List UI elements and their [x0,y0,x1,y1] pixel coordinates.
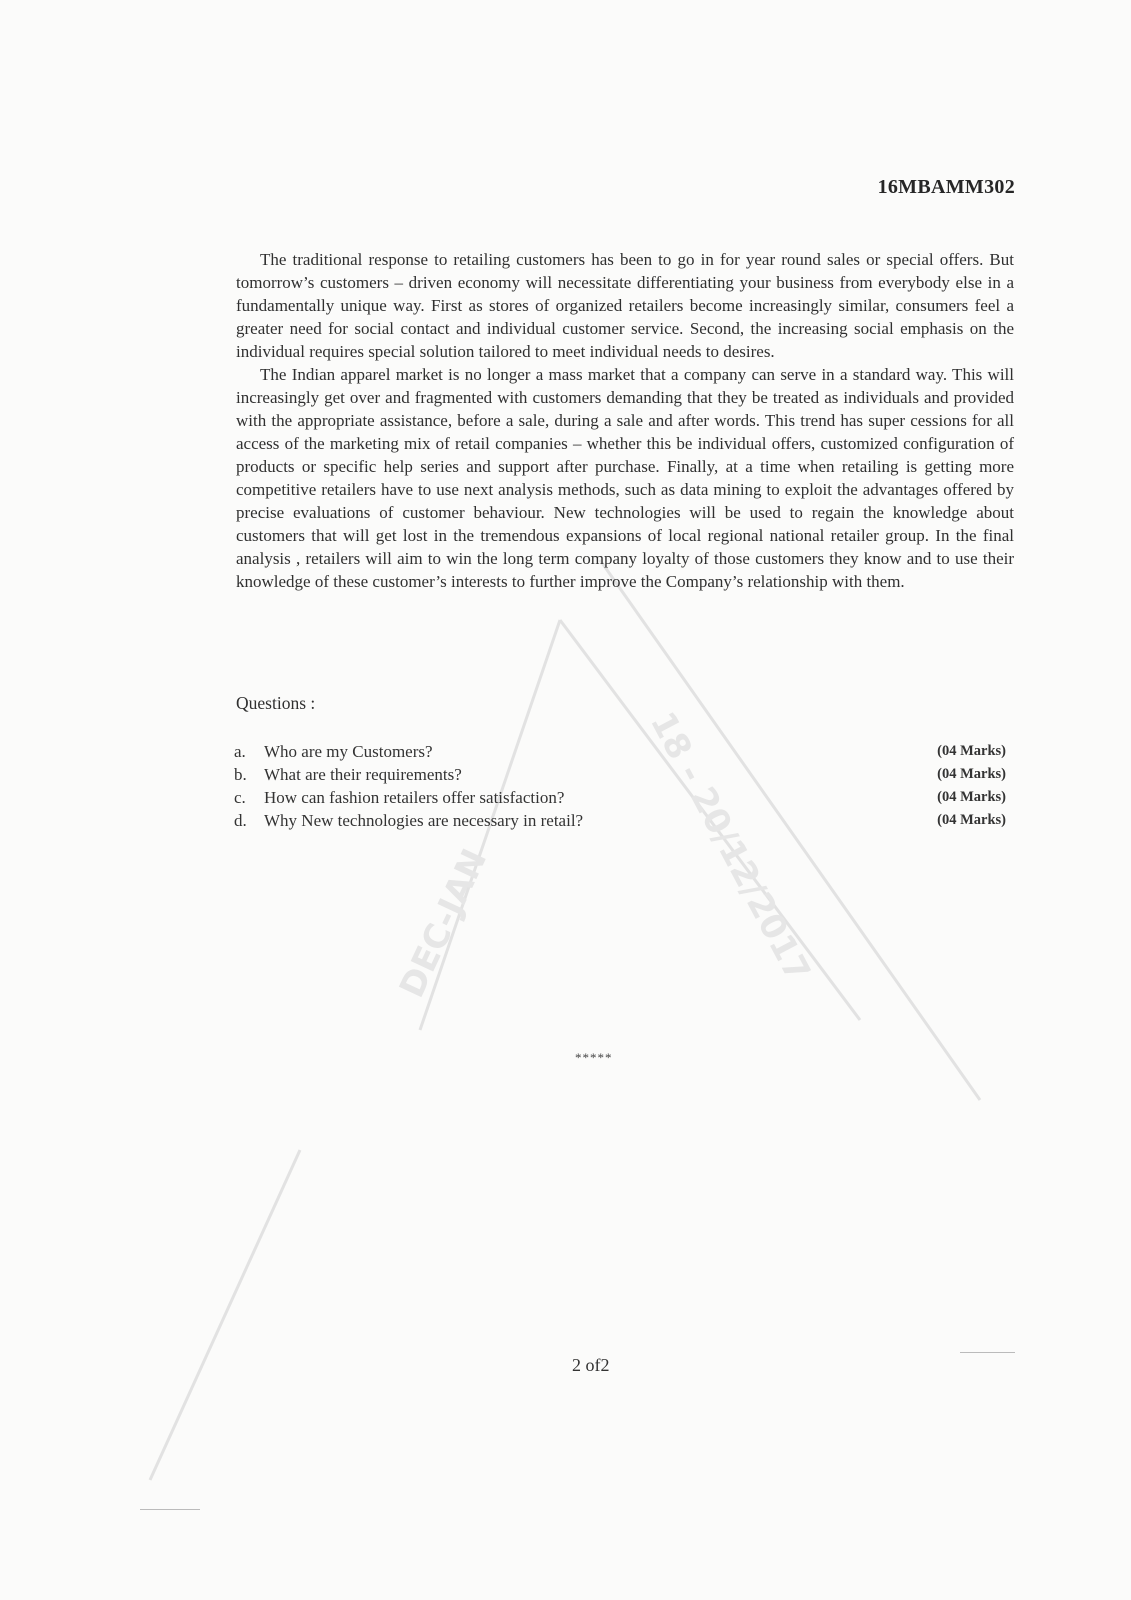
question-item [234,763,1006,786]
svg-text:DEC-JAN: DEC-JAN [391,843,496,1004]
course-code: 16MBAMM302 [877,176,1015,198]
questions-heading: Questions : [236,693,316,713]
question-letter: d. [234,811,247,830]
scan-artifact-line [960,1352,1015,1353]
case-study-text [236,248,1014,593]
question-text: Who are my Customers? [264,742,433,761]
question-marks: (04 Marks) [937,766,1006,782]
svg-text:18 - 20/12/2017: 18 - 20/12/2017 [642,705,818,989]
question-item [234,809,1006,832]
question-text: How can fashion retailers offer satisfaction? [264,788,565,807]
question-marks: (04 Marks) [937,743,1006,759]
page-number: 2 of2 [572,1355,610,1375]
question-item [234,786,1006,809]
question-marks: (04 Marks) [937,812,1006,828]
question-item [234,740,1006,763]
case-paragraph-1: The traditional response to retailing customers has been to go in for year round sales or special offers. But tomorrow’s customers – driven economy will necessitate differentiating your business from everybody else in a fundamentally unique way. First as stores of organized retailers become increasingly similar, consumers feel a greater need for social contact and individual customer service. Second, the increasing social emphasis on the individual requires special solution tailored to meet individual needs to desires. [236,250,1014,361]
case-paragraph-2: The Indian apparel market is no longer a mass market that a company can serve in a standard way. This will increasingly get over and fragmented with customers demanding that they be treated as individuals and provided with the appropriate assistance, before a sale, during a sale and after words. This trend has super cessions for all access of the marketing mix of retail companies – whether this be individual offers, customized configuration of products or specific help series and support after purchase. Finally, at a time when retailing is getting more competitive retailers have to use next analysis methods, such as data mining to exploit the advantages offered by precise evaluations of customer behaviour. New technologies will be used to regain the knowledge about customers that will get lost in the tremendous expansions of local regional national retailer group. In the final analysis , retailers will aim to win the long term company loyalty of those customers they know and to use their knowledge of these customer’s interests to further improve the Company’s relationship with them. [236,365,1014,591]
question-letter: a. [234,742,246,761]
question-list [234,740,1006,832]
question-marks: (04 Marks) [937,789,1006,805]
question-text: Why New technologies are necessary in retail? [264,811,584,830]
question-text: What are their requirements? [264,765,462,784]
question-letter: b. [234,765,247,784]
end-of-paper-marker: ***** [575,1050,613,1065]
scan-artifact-line [140,1509,200,1510]
question-letter: c. [234,788,246,807]
